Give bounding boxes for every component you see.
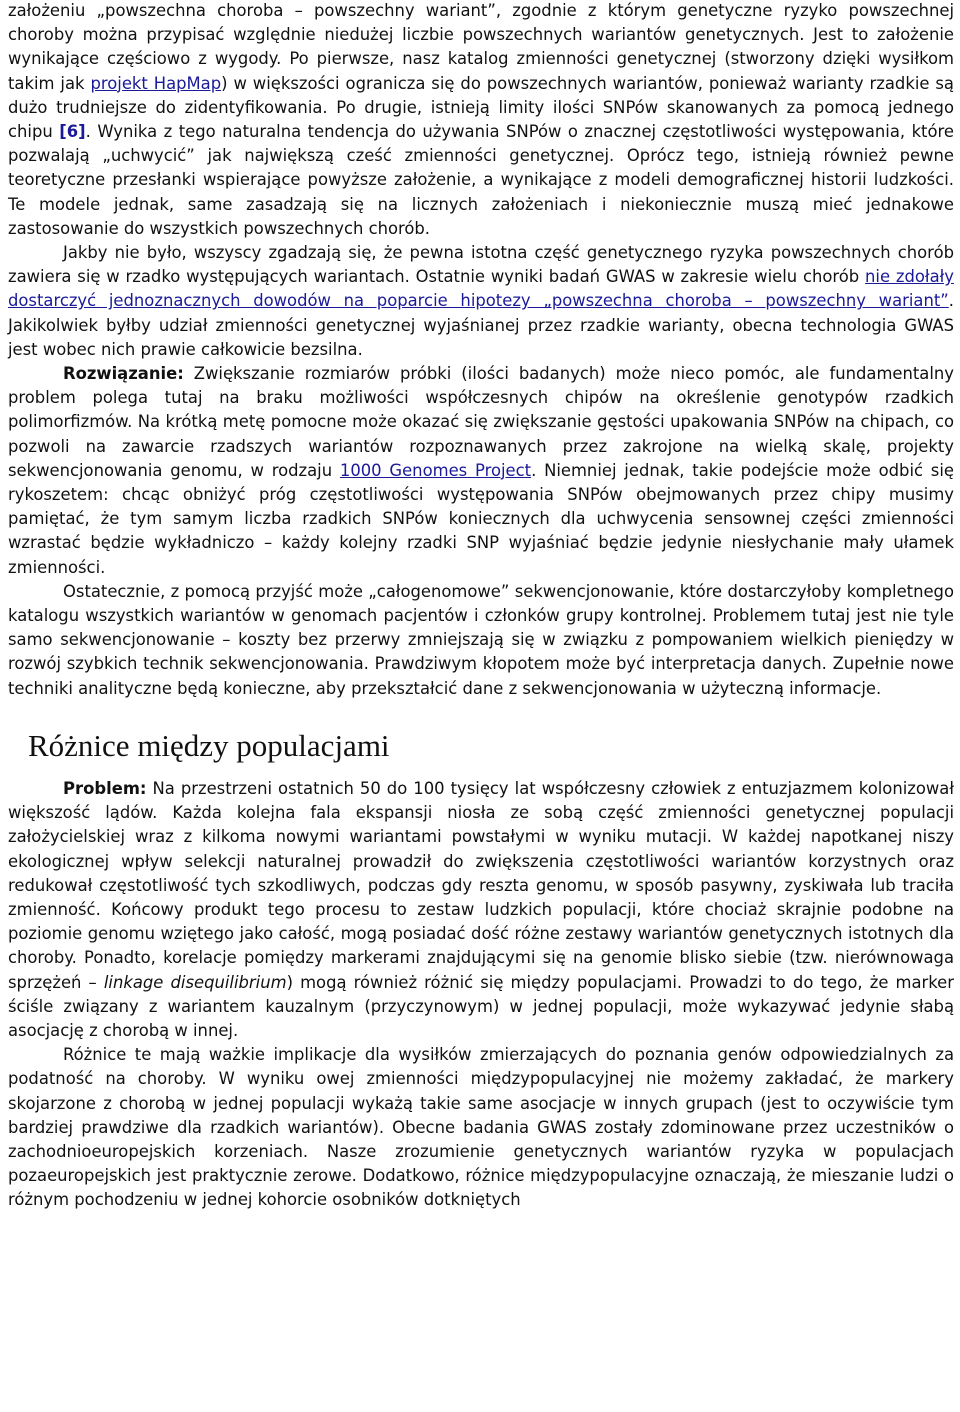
paragraph-common-variant-hypothesis <box>8 0 954 241</box>
paragraph-text: założeniu „powszechna choroba – powszechny wariant”, zgodnie z którym genetyczne ryzyko powszechnej choroby można przypisać względnie niedużej liczbie powszechnych wariantów genetycznych. Jest to założenie wynikające częściowo z wygody. Po pierwsze, nasz katalog zmienności genetycznej (stworzony dzięki wysiłkom takim jak <box>8 1 954 93</box>
italic-term: linkage disequilibrium <box>103 972 287 992</box>
1000-genomes-link[interactable]: 1000 Genomes Project <box>339 460 532 480</box>
paragraph-text: . Wynika z tego naturalna tendencja do używania SNPów o znacznej częstotliwości występowania, które pozwalają „uchwycić” jak największą cześć zmienności genetycznej. Oprócz tego, istnieją również pewne teoretyczne przesłanki wspierające powyższe założenie, a wynikające z modeli demograficznej historii ludzkości. Te modele jednak, same zasadzają się na licznych założeniach i niekoniecznie muszą mieć jednakowe zastosowanie do wszystkich powszechnych chorób. <box>8 122 954 238</box>
paragraph-text: Ostatecznie, z pomocą przyjść może „całogenomowe” sekwencjonowanie, które dostarczyłoby kompletnego katalogu wszystkich wariantów w genomach pacjentów i członków grupy kontrolnej. Problemem tutaj jest nie tyle samo sekwencjonowanie – koszty bez przerwy zmniejszają się w związku z pompowaniem wielkich pieniędzy w rozwój szybkich technik sekwencjonowania. Prawdziwym kłopotem może być interpretacja danych. Zupełnie nowe techniki analityczne będą konieczne, aby przekształcić dane z sekwencjonowania w użyteczną informacje. <box>8 581 954 698</box>
citation-reference: [6] <box>59 122 86 142</box>
paragraph-text: ) mogą również różnić się między populacjami. Prowadzi to do tego, że marker ściśle związany z wariantem kauzalnym (przyczynowym) w jednej populacji, może wykazywać jedynie słabą asocjację z chorobą w innej. <box>8 972 954 1040</box>
paragraph-text: ) w większości ogranicza się do powszechnych wariantów, ponieważ warianty rzadkie są dużo trudniejsze do zidentyfikowania. Po drugie, istnieją limity ilości SNPów skanowanych za pomocą jednego chipu <box>8 73 954 142</box>
paragraph-text: . Niemniej jednak, takie podejście może odbić się rykoszetem: chcąc obniżyć próg częstotliwości występowania SNPów obejmowanych przez chipy musimy pamiętać, że tym samym liczba rzadkich SNPów koniecznych dla uchwycenia sensownej części zmienności wzrastać będzie wykładniczo – każdy kolejny rzadki SNP wyjaśniać będzie jedynie niesłychanie mały ułamek zmienności. <box>8 460 954 577</box>
gwas-evidence-link[interactable]: nie zdołały dostarczyć jednoznacznych dowodów na poparcie hipotezy „powszechna choroba – powszechny wariant” <box>8 267 954 311</box>
paragraph-text: Różnice te mają ważkie implikacje dla wysiłków zmierzających do poznania genów odpowiedzialnych za podatność na choroby. W wyniku owej zmienności międzypopulacyjnej nie możemy zakładać, że markery skojarzone z chorobą w jednej populacji wykażą takie same asocjacje w innych grupach (jest to oczywiście tym bardziej prawdziwe dla rzadkich wariantów). Obecne badania GWAS zostały zdominowane przez uczestników o zachodnioeuropejskich korzeniach. Nasze zrozumienie genetycznych wariantów ryzyka w populacjach pozaeuropejskich jest praktycznie zerowe. Dodatkowo, różnice międzypopulacyjne oznaczają, że mieszanie ludzi o różnym pochodzeniu w jednej kohorcie osobników dotkniętych <box>8 1045 954 1210</box>
paragraph-text: Na przestrzeni ostatnich 50 do 100 tysięcy lat współczesny człowiek z entuzjazmem kolonizował większość lądów. Każda kolejna fala ekspansji niosła ze sobą część zmienności genetycznej populacji założycielskiej wraz z kilkoma nowymi wariantami powstałymi w wyniku mutacji. W każdej napotkanej niszy ekologicznej wpływ selekcji naturalnej prowadził do zwiększenia częstotliwości wariantów korzystnych oraz redukował częstotliwość tych szkodliwych, podczas gdy reszta genomu, w sposób pasywny, zyskiwała lub traciła zmienność. Końcowy produkt tego procesu to zestaw ludzkich populacji, które chociaż skrajnie podobne na poziomie genomu wziętego jako całość, mogą posiadać dość różne zestawy wariantów genetycznych istotnych dla choroby. Ponadto, korelacje pomiędzy markerami znajdującymi się na genomie blisko siebie (tzw. nierównowaga sprzężeń – <box>8 778 954 992</box>
section-heading: Różnice między populacjami <box>28 727 390 763</box>
paragraph-text: Jakby nie było, wszyscy zgadzają się, że pewna istotna część genetycznego ryzyka powszechnych chorób zawiera się w rzadko występujących wariantach. Ostatnie wyniki badań GWAS w zakresie wielu chorób <box>8 243 954 287</box>
paragraph-rare-variants <box>8 241 954 362</box>
paragraph-population-problem <box>8 777 954 1043</box>
hapmap-link[interactable]: projekt HapMap <box>90 73 222 93</box>
problem-label: Problem: <box>63 778 147 798</box>
solution-label: Rozwiązanie: <box>63 364 184 384</box>
paragraph-whole-genome-sequencing <box>8 580 954 701</box>
paragraph-text: Zwiększanie rozmiarów próbki (ilości badanych) może nieco pomóc, ale fundamentalny problem polega tutaj na braku możliwości współczesnych chipów na określenie genotypów rzadkich polimorfizmów. Na krótką metę pomocne może okazać się zwiększanie gęstości upakowania SNPów na chipach, co pozwoli na zawarcie rzadszych wariantów rozpoznawanych przez zakrojone na wielką skalę, projekty sekwencjonowania genomu, w rodzaju <box>8 364 954 480</box>
paragraph-solution <box>8 362 954 580</box>
paragraph-population-implications <box>8 1043 954 1212</box>
paragraph-text: . Jakikolwiek byłby udział zmienności genetycznej wyjaśnianej przez rzadkie warianty, obecna technologia GWAS jest wobec nich prawie całkowicie bezsilna. <box>8 291 954 359</box>
article-body <box>8 0 954 1213</box>
